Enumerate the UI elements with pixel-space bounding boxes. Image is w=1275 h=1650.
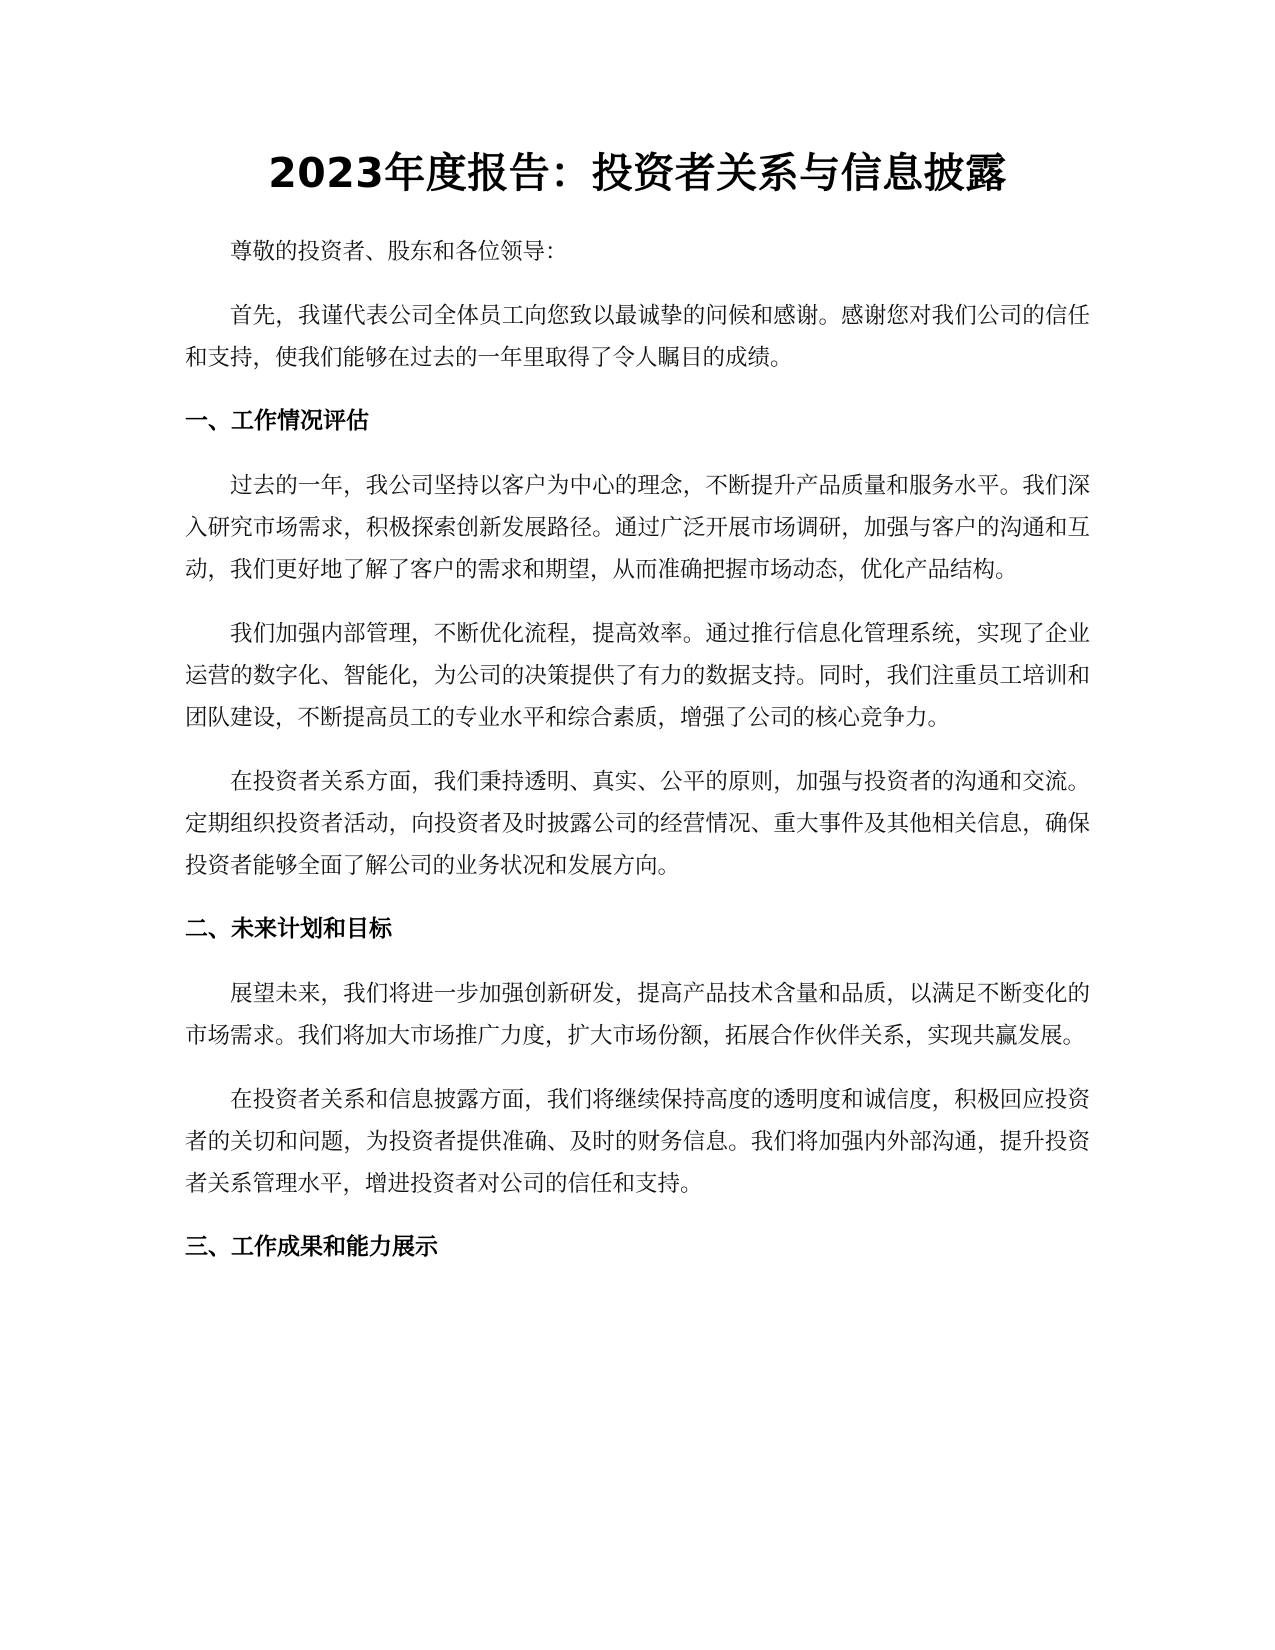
intro-paragraph: 首先，我谨代表公司全体员工向您致以最诚挚的问候和感谢。感谢您对我们公司的信任和支持，使我们能够在过去的一年里取得了令人瞩目的成绩。 <box>185 303 1090 371</box>
section-heading: 三、工作成果和能力展示 <box>185 1234 438 1260</box>
salutation: 尊敬的投资者、股东和各位领导： <box>230 239 568 265</box>
section-paragraph: 在投资者关系和信息披露方面，我们将继续保持高度的透明度和诚信度，积极回应投资者的关切和问题，为投资者提供准确、及时的财务信息。我们将加强内外部沟通，提升投资者关系管理水平，增进投资者对公司的信任和支持。 <box>185 1087 1090 1197</box>
section-heading: 二、未来计划和目标 <box>185 916 392 942</box>
document-body <box>185 143 1090 1267</box>
section-paragraph: 展望未来，我们将进一步加强创新研发，提高产品技术含量和品质，以满足不断变化的市场需求。我们将加大市场推广力度，扩大市场份额，拓展合作伙伴关系，实现共赢发展。 <box>185 981 1090 1049</box>
section-paragraph: 在投资者关系方面，我们秉持透明、真实、公平的原则，加强与投资者的沟通和交流。定期组织投资者活动，向投资者及时披露公司的经营情况、重大事件及其他相关信息，确保投资者能够全面了解公司的业务状况和发展方向。 <box>185 769 1090 879</box>
section-paragraph: 过去的一年，我公司坚持以客户为中心的理念，不断提升产品质量和服务水平。我们深入研究市场需求，积极探索创新发展路径。通过广泛开展市场调研，加强与客户的沟通和互动，我们更好地了解了客户的需求和期望，从而准确把握市场动态，优化产品结构。 <box>185 473 1090 583</box>
section-heading: 一、工作情况评估 <box>185 408 369 434</box>
document-title: 2023年度报告：投资者关系与信息披露 <box>268 149 1007 197</box>
section-paragraph: 我们加强内部管理，不断优化流程，提高效率。通过推行信息化管理系统，实现了企业运营的数字化、智能化，为公司的决策提供了有力的数据支持。同时，我们注重员工培训和团队建设，不断提高员工的专业水平和综合素质，增强了公司的核心竞争力。 <box>185 621 1090 731</box>
